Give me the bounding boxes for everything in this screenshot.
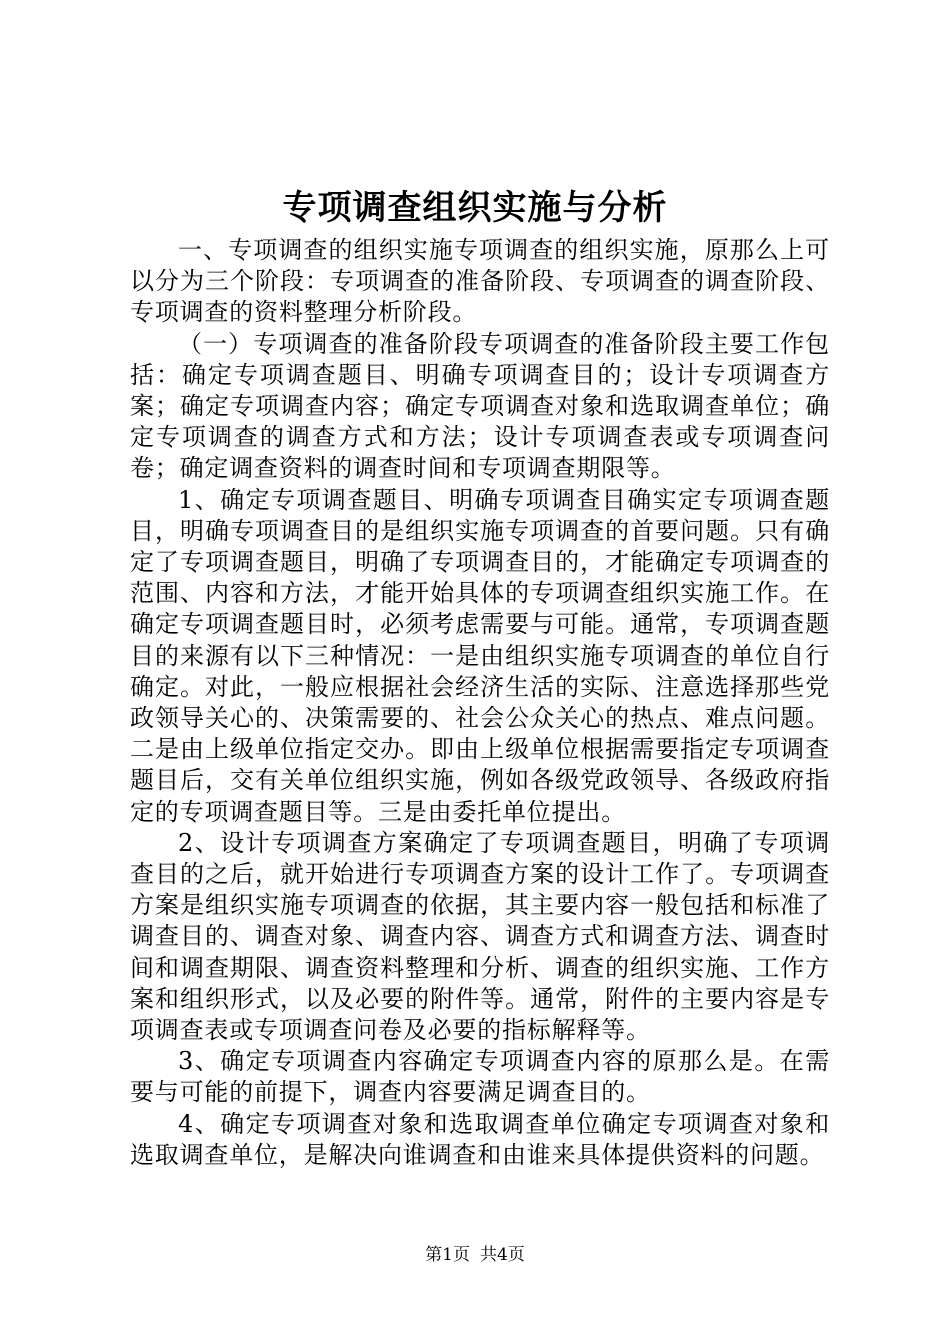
page-footer — [0, 1243, 950, 1267]
paragraph-survey-objects: 4、确定专项调查对象和选取调查单位确定专项调查对象和选取调查单位，是解决向谁调查和由谁来具体提供资料的问题。 — [130, 1109, 830, 1169]
paragraph-survey-content: 3、确定专项调查内容确定专项调查内容的原那么是。在需要与可能的前提下，调查内容要满足调查目的。 — [130, 1047, 830, 1107]
paragraph-intro: 一、专项调查的组织实施专项调查的组织实施，原那么上可以分为三个阶段：专项调查的准备阶段、专项调查的调查阶段、专项调查的资料整理分析阶段。 — [130, 236, 830, 327]
document-body — [130, 235, 830, 1171]
page-total: 共4页 — [480, 1245, 525, 1265]
paragraph-topic-purpose: 1、确定专项调查题目、明确专项调查目确实定专项调查题目，明确专项调查目的是组织实施专项调查的首要问题。只有确定了专项调查题目，明确了专项调查目的，才能确定专项调查的范围、内容和方法，才能开始具体的专项调查组织实施工作。在确定专项调查题目时，必须考虑需要与可能。通常，专项调查题目的来源有以下三种情况：一是由组织实施专项调查的单位自行确定。对此，一般应根据社会经济生活的实际、注意选择那些党政领导关心的、决策需要的、社会公众关心的热点、难点问题。二是由上级单位指定交办。即由上级单位根据需要指定专项调查题目后，交有关单位组织实施，例如各级党政领导、各级政府指定的专项调查题目等。三是由委托单位提出。 — [130, 485, 830, 826]
paragraph-survey-plan: 2、设计专项调查方案确定了专项调查题目，明确了专项调查目的之后，就开始进行专项调查方案的设计工作了。专项调查方案是组织实施专项调查的依据，其主要内容一般包括和标准了调查目的、调查对象、调查内容、调查方式和调查方法、调查时间和调查期限、调查资料整理和分析、调查的组织实施、工作方案和组织形式，以及必要的附件等。通常，附件的主要内容是专项调查表或专项调查问卷及必要的指标解释等。 — [130, 828, 830, 1045]
document-title: 专项调查组织实施与分析 — [282, 188, 668, 228]
paragraph-preparation-stage: （一）专项调查的准备阶段专项调查的准备阶段主要工作包括：确定专项调查题目、明确专项调查目的；设计专项调查方案；确定专项调查内容；确定专项调查对象和选取调查单位；确定专项调查的调查方式和方法；设计专项调查表或专项调查问卷；确定调查资料的调查时间和专项调查期限等。 — [130, 329, 830, 483]
page-number: 第1页 — [425, 1245, 470, 1265]
